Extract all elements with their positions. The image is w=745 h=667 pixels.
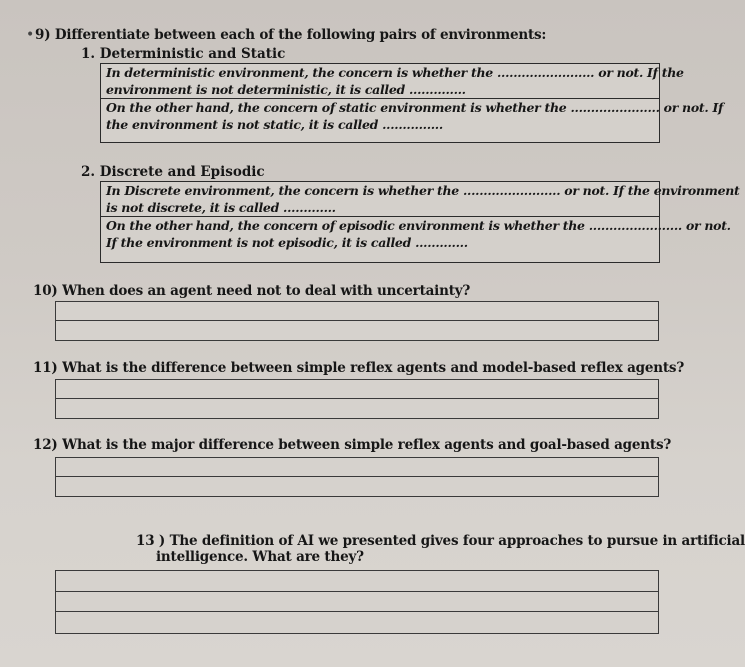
answer-line[interactable] bbox=[56, 612, 658, 632]
answer-line[interactable] bbox=[56, 571, 658, 592]
discrete-row-1[interactable]: In Discrete environment, the concern is whether the ........................ or not. If the environment bbox=[106, 183, 740, 198]
question-12-answer-box[interactable] bbox=[55, 457, 659, 497]
answer-line[interactable] bbox=[56, 380, 658, 399]
sub-question-2-title: 2. Discrete and Episodic bbox=[81, 164, 265, 180]
episodic-row-2[interactable]: If the environment is not episodic, it is called ............. bbox=[106, 235, 468, 250]
answer-line[interactable] bbox=[56, 477, 658, 495]
question-13-title-line-2: intelligence. What are they? bbox=[156, 549, 364, 565]
question-11-title: 11) What is the difference between simple reflex agents and model-based reflex agents? bbox=[33, 360, 685, 376]
deterministic-static-box bbox=[100, 63, 724, 143]
static-row-2[interactable]: the environment is not static, it is called ............... bbox=[106, 117, 443, 132]
discrete-episodic-box bbox=[100, 181, 740, 263]
question-12-title: 12) What is the major difference between simple reflex agents and goal-based agents? bbox=[33, 437, 672, 453]
static-row-1[interactable]: On the other hand, the concern of static environment is whether the ...................... or not. If bbox=[101, 98, 659, 116]
discrete-row-2[interactable]: is not discrete, it is called ............. bbox=[106, 200, 336, 215]
answer-line[interactable] bbox=[56, 592, 658, 612]
question-11-answer-box[interactable] bbox=[55, 379, 659, 419]
answer-line[interactable] bbox=[56, 399, 658, 417]
answer-line[interactable] bbox=[56, 321, 658, 339]
question-9-title: 9) Differentiate between each of the following pairs of environments: bbox=[35, 27, 547, 43]
question-10-answer-box[interactable] bbox=[55, 301, 659, 341]
question-10-title: 10) When does an agent need not to deal with uncertainty? bbox=[33, 283, 471, 299]
question-13-title-line-1: 13 ) The definition of AI we presented gives four approaches to pursue in artificial bbox=[136, 533, 745, 549]
question-13-answer-box[interactable] bbox=[55, 570, 659, 634]
answer-line[interactable] bbox=[56, 302, 658, 321]
episodic-row-1[interactable]: On the other hand, the concern of episodic environment is whether the ....................... or not. bbox=[101, 216, 659, 234]
sub-question-1-title: 1. Deterministic and Static bbox=[81, 46, 286, 62]
deterministic-row-1[interactable]: In deterministic environment, the concern is whether the ........................ or not. If the bbox=[106, 65, 684, 80]
bullet-mark: • bbox=[26, 27, 35, 43]
deterministic-row-2[interactable]: environment is not deterministic, it is called .............. bbox=[106, 82, 466, 97]
answer-line[interactable] bbox=[56, 458, 658, 477]
